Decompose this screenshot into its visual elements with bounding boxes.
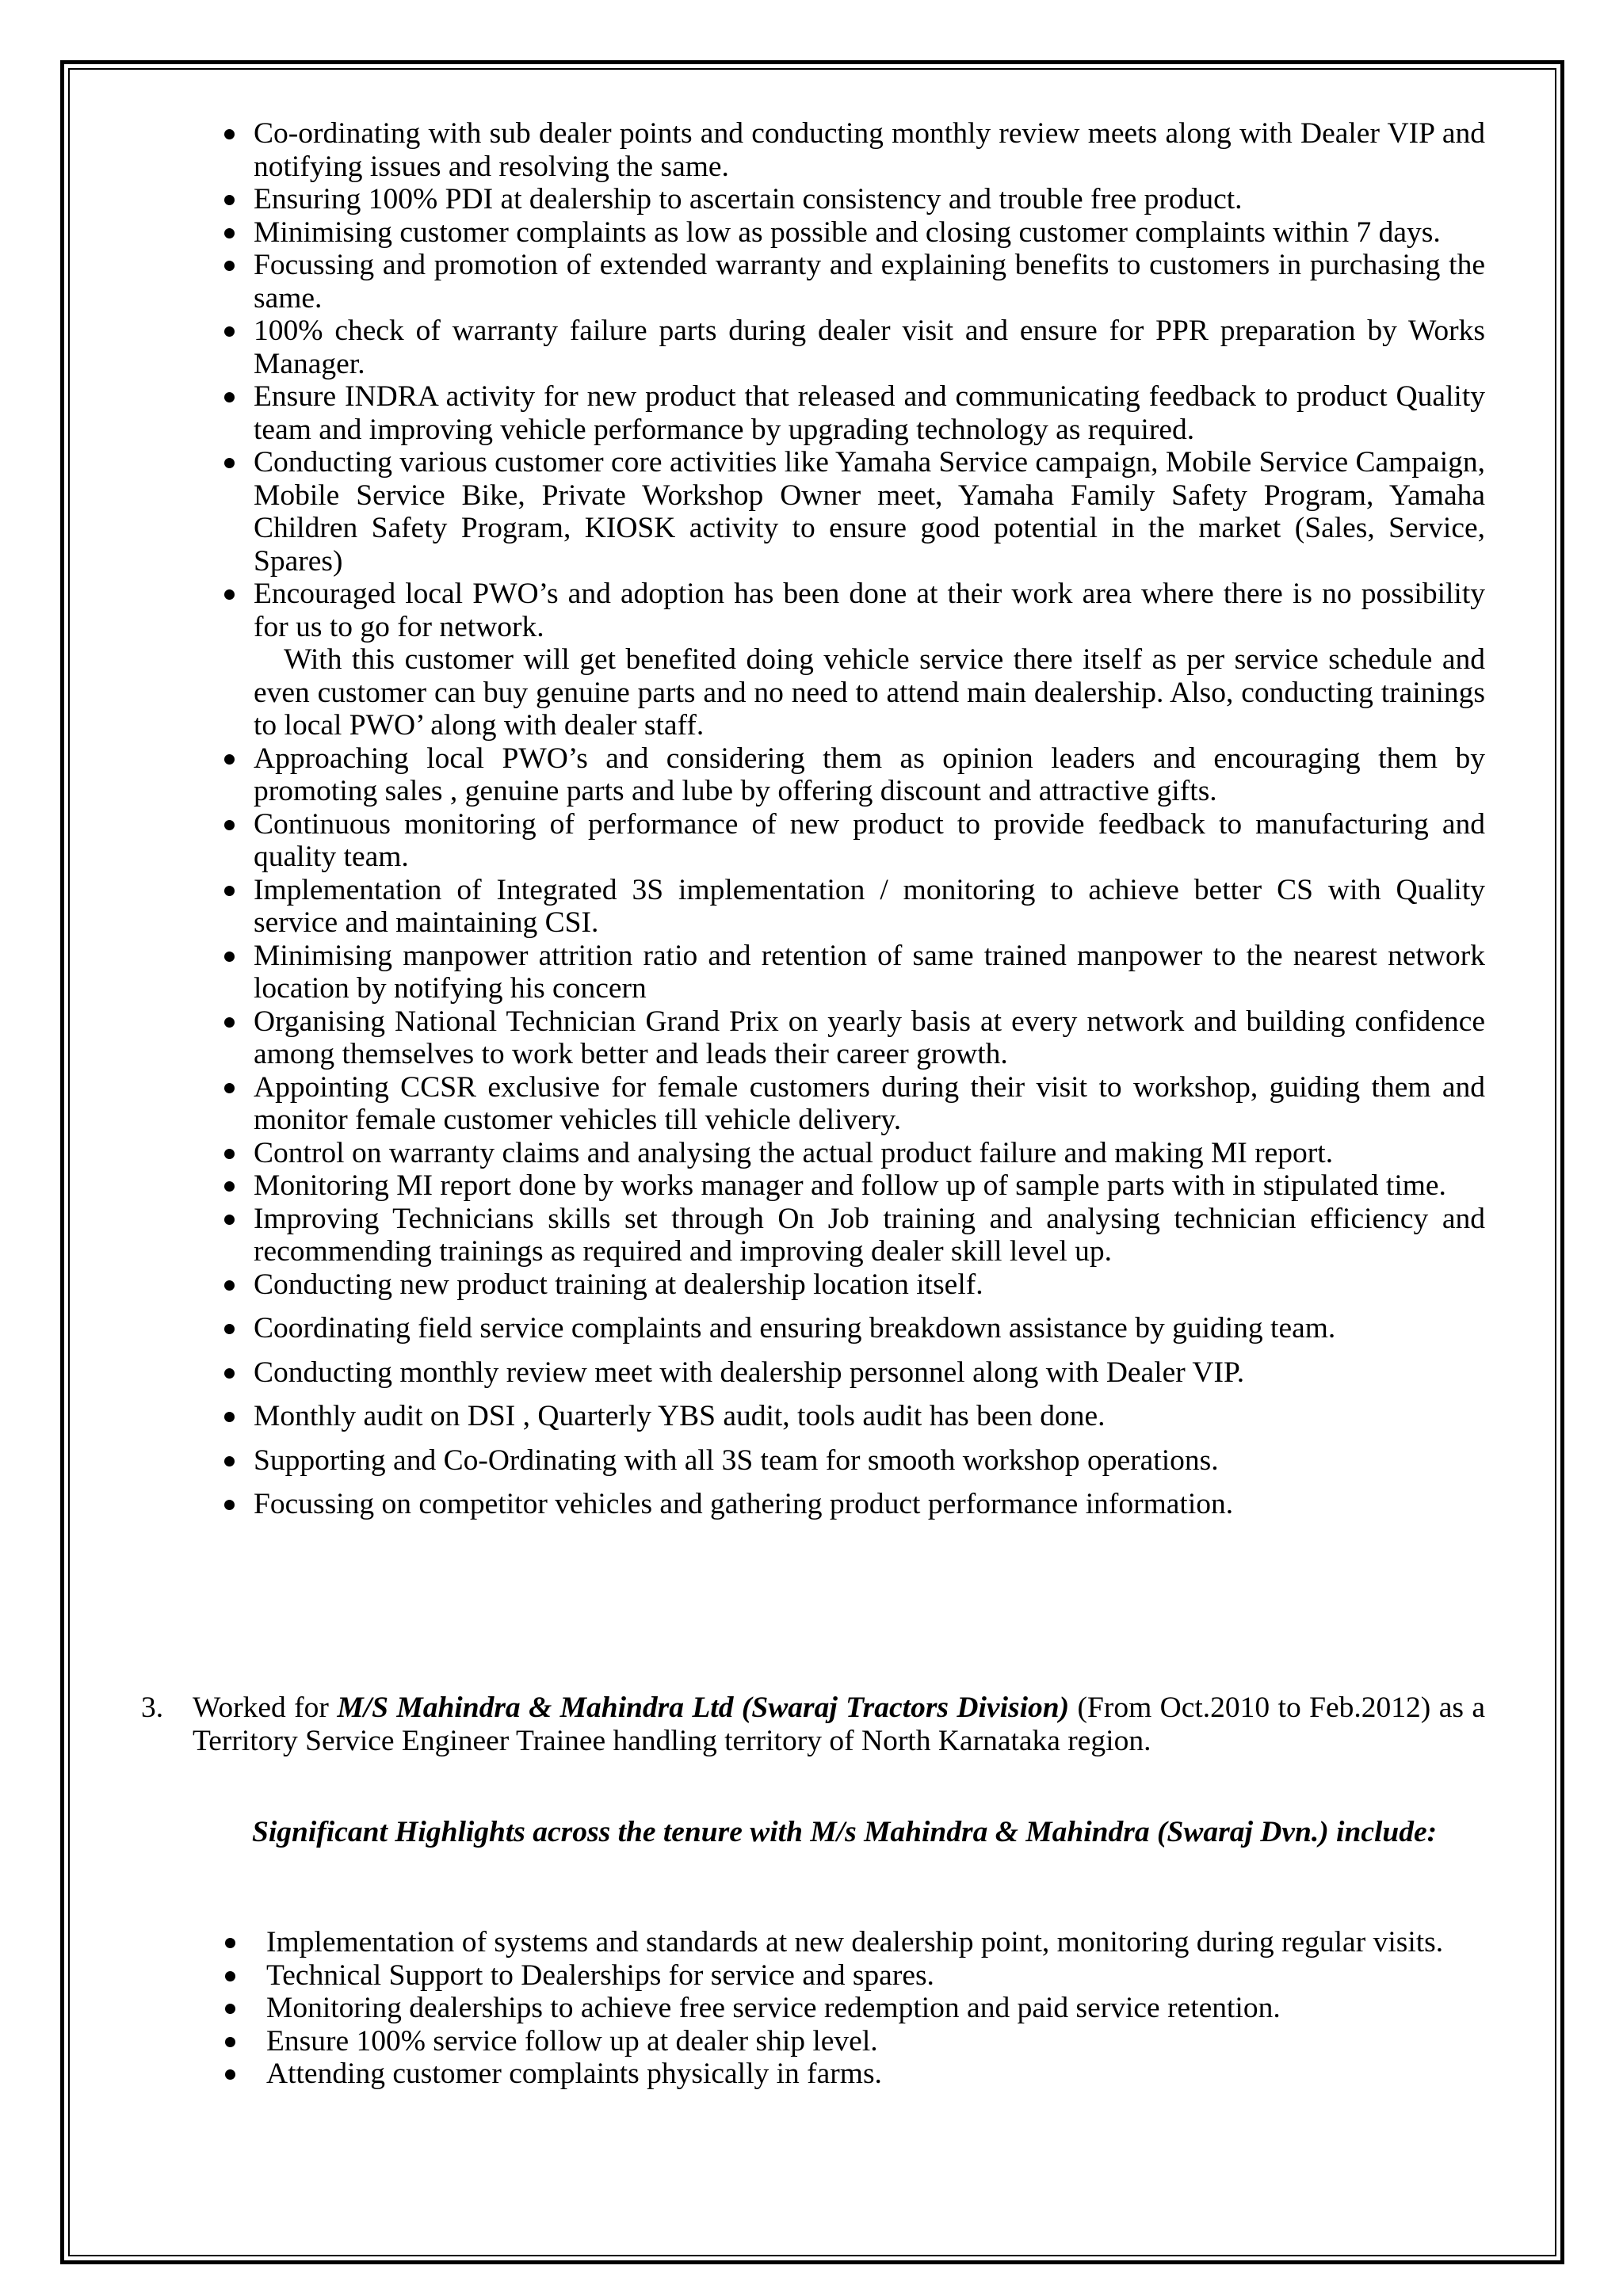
list-item: Monitoring MI report done by works manager and follow up of sample parts with in stipulated time. (254, 1169, 1485, 1203)
bullet-icon (224, 1324, 235, 1334)
list-item: 100% check of warranty failure parts during dealer visit and ensure for PPR preparation by Works Manager. (254, 315, 1485, 380)
bullet-icon (224, 820, 235, 830)
list-item: Implementation of systems and standards at new dealership point, monitoring during regular visits. (266, 1926, 1485, 1959)
employment-text: Worked for M/S Mahindra & Mahindra Ltd (Swaraj Tractors Division) (From Oct.2010 to Feb.2012) as a Territory Service Engineer Trainee handling territory of North Karnataka region. (193, 1691, 1485, 1757)
list-item: Technical Support to Dealerships for service and spares. (266, 1959, 1485, 1993)
bullet-icon (224, 952, 235, 962)
list-item: Control on warranty claims and analysing the actual product failure and making MI report. (254, 1137, 1485, 1170)
company-name: M/S Mahindra & Mahindra Ltd (Swaraj Tractors Division) (337, 1691, 1070, 1724)
list-item: Coordinating field service complaints and ensuring breakdown assistance by guiding team. (254, 1312, 1485, 1345)
bullet-icon (224, 1456, 235, 1466)
bullet-icon (225, 2069, 235, 2080)
bullet-icon (224, 1215, 235, 1225)
bullet-icon (224, 261, 235, 271)
list-item: Supporting and Co-Ordinating with all 3S team for smooth workshop operations. (254, 1444, 1485, 1478)
highlights-list (0, 1926, 1623, 2091)
list-item: Encouraged local PWO’s and adoption has been done at their work area where there is no possibility for us to go for network. (254, 578, 1485, 643)
bullet-icon (224, 1149, 235, 1159)
list-item: Ensure 100% service follow up at dealer ship level. (266, 2025, 1485, 2058)
bullet-icon (224, 589, 235, 600)
bullet-icon (224, 1280, 235, 1291)
bullet-icon (225, 2004, 235, 2014)
bullet-icon (224, 886, 235, 896)
list-item: Continuous monitoring of performance of new product to provide feedback to manufacturing and quality team. (254, 808, 1485, 874)
bullet-icon (224, 1500, 235, 1510)
responsibilities-list (0, 117, 1623, 1521)
list-item: Attending customer complaints physically in farms. (266, 2058, 1485, 2091)
list-item: Appointing CCSR exclusive for female customers during their visit to workshop, guiding them and monitor female customer vehicles till vehicle delivery. (254, 1071, 1485, 1137)
pwo-note-paragraph: With this customer will get benefited doing vehicle service there itself as per service schedule and even customer can buy genuine parts and no need to attend main dealership. Also, conducting trainings to local PWO’ along with dealer staff. (254, 643, 1485, 742)
list-item: Ensuring 100% PDI at dealership to ascertain consistency and trouble free product. (254, 183, 1485, 216)
list-item: Minimising manpower attrition ratio and retention of same trained manpower to the nearest network location by notifying his concern (254, 940, 1485, 1005)
bullet-icon (225, 2037, 235, 2047)
bullet-icon (224, 326, 235, 337)
list-item: Implementation of Integrated 3S implementation / monitoring to achieve better CS with Quality service and maintaining CSI. (254, 874, 1485, 940)
list-item: Improving Technicians skills set through On Job training and analysing technician efficiency and recommending trainings as required and improving dealer skill level up. (254, 1203, 1485, 1268)
bullet-icon (224, 1181, 235, 1192)
bullet-icon (225, 1971, 235, 1981)
bullet-icon (224, 458, 235, 468)
list-item: Conducting new product training at dealership location itself. (254, 1268, 1485, 1302)
bullet-icon (224, 1017, 235, 1028)
bullet-icon (224, 228, 235, 238)
list-item: Organising National Technician Grand Prix on yearly basis at every network and building confidence among themselves to work better and leads their career growth. (254, 1005, 1485, 1071)
list-item: Approaching local PWO’s and considering them as opinion leaders and encouraging them by promoting sales , genuine parts and lube by offering discount and attractive gifts. (254, 742, 1485, 808)
bullet-icon (224, 1368, 235, 1379)
bullet-icon (224, 129, 235, 139)
bullet-icon (225, 1938, 235, 1948)
bullet-icon (224, 1083, 235, 1093)
list-item: Focussing and promotion of extended warranty and explaining benefits to customers in purchasing the same. (254, 249, 1485, 315)
list-item: Minimising customer complaints as low as possible and closing customer complaints within 7 days. (254, 216, 1485, 250)
list-item: Ensure INDRA activity for new product that released and communicating feedback to product Quality team and improving vehicle performance by upgrading technology as required. (254, 380, 1485, 446)
list-item: Focussing on competitor vehicles and gathering product performance information. (254, 1488, 1485, 1521)
bullet-icon (224, 1412, 235, 1422)
list-item: Conducting monthly review meet with dealership personnel along with Dealer VIP. (254, 1356, 1485, 1390)
highlights-heading: Significant Highlights across the tenure with M/s Mahindra & Mahindra (Swaraj Dvn.) include: (252, 1816, 1438, 1848)
bullet-icon (224, 754, 235, 765)
list-item: Monitoring dealerships to achieve free service redemption and paid service retention. (266, 1992, 1485, 2025)
list-item: Monthly audit on DSI , Quarterly YBS audit, tools audit has been done. (254, 1400, 1485, 1433)
list-item: Conducting various customer core activities like Yamaha Service campaign, Mobile Service Campaign, Mobile Service Bike, Private Workshop Owner meet, Yamaha Family Safety Program, Yamaha Children Safety Program, KIOSK activity to ensure good potential in the market (Sales, Service, Spares) (254, 446, 1485, 578)
bullet-icon (224, 195, 235, 205)
list-item: Co-ordinating with sub dealer points and conducting monthly review meets along with Dealer VIP and notifying issues and resolving the same. (254, 117, 1485, 183)
employment-number: 3. (141, 1691, 164, 1724)
bullet-icon (224, 392, 235, 402)
employment-entry (141, 1691, 1485, 1757)
